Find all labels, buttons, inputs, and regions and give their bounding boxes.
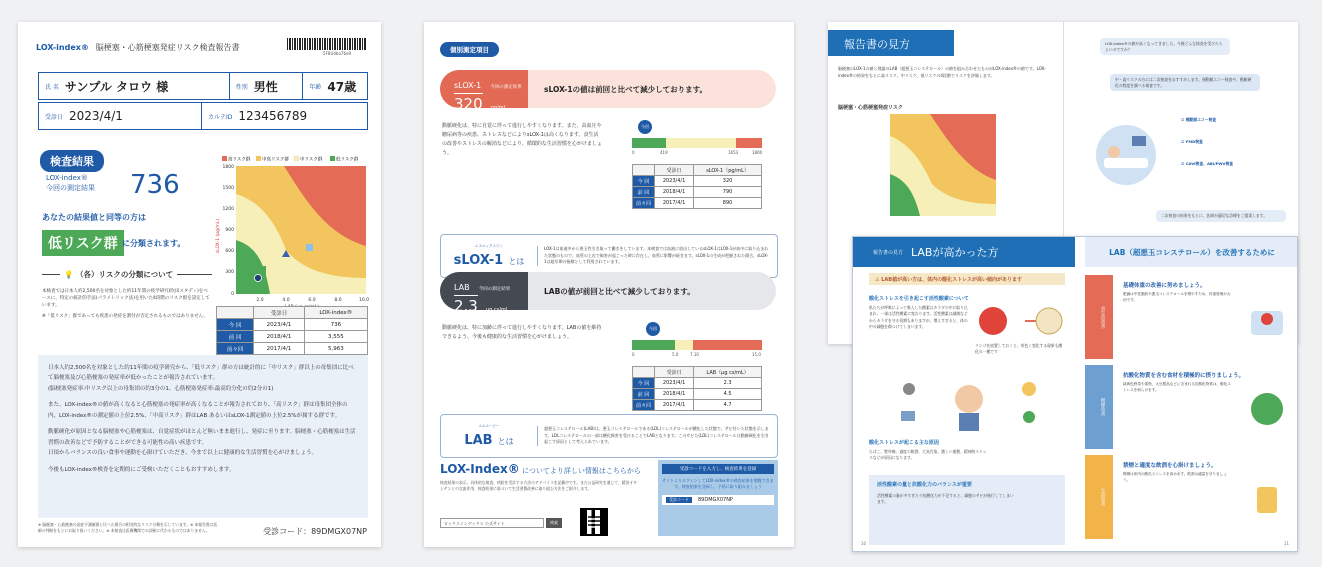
lab-definition-box: [440, 414, 778, 458]
x-tick-6: 6.0: [308, 298, 316, 303]
lab-value: 2.3: [454, 297, 478, 315]
cigarette-icon: [903, 383, 915, 395]
code-value: 89DMGX07NP: [698, 496, 733, 503]
index-label-brand: LOX-index®: [46, 174, 88, 182]
explanation-para-2: また、LOX-index®の値が高くなると心筋梗塞の発症率が高くなることが報告されており、「高リスク」群は母集団全体の内、LOX-index®の測定値の上位2.5%、「中高リスク」群はLAB あるいはsLOX-1測定値の上位2.5%が属する群です。: [48, 402, 348, 419]
x-tick-10: 10.0: [358, 298, 370, 303]
side-label-3: 生活改善: [1085, 455, 1113, 539]
y-axis-label: sLOX-1 (pg/mL): [216, 218, 221, 254]
slox-unit: pg/mL: [490, 105, 507, 111]
gauge-tick: 0: [632, 352, 635, 357]
exam-bed: [1104, 158, 1148, 168]
gauge-tick: 1800: [752, 150, 763, 155]
y-tick-900: 900: [225, 228, 234, 233]
illustration-bg: [1096, 125, 1156, 185]
gender-cell: [230, 73, 304, 99]
row-date: 2018/4/1: [254, 331, 304, 343]
brand-logo: LOX-index®: [36, 43, 89, 52]
para1b-text: (脳梗塞発症率:中リスク以上の母集団の約3分の1、心筋梗塞発症率:最高約分化の約2分の1): [48, 385, 274, 392]
gauge-tick: 15.0: [752, 352, 761, 357]
table-row: [633, 400, 762, 411]
cause-title: 酸化ストレスが起こる主な原因: [869, 440, 939, 446]
explanation-para-5: 今後もLOX-index®検査を定期的にご受検いただくこともおすすめします。: [48, 466, 235, 473]
row-label: 前 回: [633, 389, 655, 400]
code-box-title: 受診コードを入力し、検査結果を登録: [662, 464, 774, 474]
risk-badge: 低リスク群: [42, 230, 124, 256]
check-item-2: [1176, 136, 1286, 148]
exam-code-box: [658, 460, 778, 536]
bottom-bubble: 二次検査の結果をもとに、医師が適切な診療をご提案します。: [1156, 210, 1286, 222]
row-label: 今 回: [217, 319, 254, 331]
lab-def-ruby: エルエービー: [478, 424, 500, 428]
barcode: [287, 38, 367, 50]
row-value: 5,963: [304, 343, 367, 355]
question-bubble: LOX-index®の値が高くなってきました。今後どんな検査を受けたらよいのですか？: [1100, 38, 1230, 55]
age-cell: [303, 73, 367, 99]
lab-unit: μg cs/mL: [485, 307, 509, 313]
patient-head: [1108, 146, 1120, 158]
gauge-high: [693, 340, 762, 350]
date-label: 受診日: [45, 113, 64, 121]
lab-title: LAB: [454, 283, 470, 292]
person-head: [955, 385, 983, 413]
lab-pin: 今回: [646, 322, 660, 336]
lox-info-text: についてより詳しい情報はこちらから: [521, 467, 641, 475]
gauge-high: [736, 138, 762, 148]
slox-body: 動脈硬化は、特に自覚に伴って進行しやすくなります。また、高血圧や糖尿病等の疾患、ストレスなどによりsLOX-1は高くなります。食生活の改善やストレスの解消などにより、循環的な生活習慣を心がけましょう。: [442, 123, 602, 156]
x-tick-8: 8.0: [334, 298, 342, 303]
slox-value: 320: [454, 95, 483, 113]
slox-header: [440, 70, 776, 113]
marker-prev-prev: [306, 244, 313, 251]
gender-value: 男性: [253, 79, 278, 94]
y-tick-300: 300: [225, 270, 234, 275]
report-page-2: [424, 22, 794, 547]
x-tick-4: 4.0: [282, 298, 290, 303]
apple-illustration: [975, 301, 1065, 341]
scale-icon: [1245, 297, 1289, 341]
row-value: 2.3: [694, 378, 762, 389]
lox-info-heading: [440, 462, 641, 476]
report-title: 脳梗塞・心筋梗塞発症リスク検査報告書: [95, 43, 240, 52]
table-header: [217, 307, 368, 319]
sun-icon: [1022, 382, 1036, 396]
guide-title: 報告書の見方: [828, 30, 954, 56]
patient-info-row-1: [38, 72, 368, 100]
slox-history-table: [632, 164, 762, 209]
slox-title: sLOX-1: [454, 81, 482, 90]
report-header: [36, 42, 240, 53]
slox-def-desc: LOX-1は血液中から悪玉性引き取って働きをしています。本検査では血液に放出しているsLOX-1はLOX-1が血中に取り込まれた状態のもので、血管の上皮で障害が起こった時に存在し、血管に影響が続きます。sLOX-1の生成が把握された場合、sLOX-1は超早期の指標として利用されています。: [537, 246, 769, 266]
row-date: 2018/4/1: [655, 187, 694, 198]
doctor-bubble: 中・高リスクの方には二次検査をおすすめします。頸動脈エコー検査や、動脈硬化の程度を調べる検査です。: [1110, 74, 1260, 91]
row-date: 2017/4/1: [655, 400, 694, 411]
lox-history-table: [216, 306, 368, 355]
table-header-value: LAB（μg cs/mL）: [694, 367, 762, 378]
table-corner: [217, 307, 254, 319]
exam-code: 受診コード：89DMGX07NP: [263, 527, 367, 536]
legend-high: 高リスク群: [228, 157, 251, 163]
table-corner: [633, 367, 655, 378]
drink-glass: [1257, 487, 1277, 513]
row-value: 890: [694, 198, 762, 209]
date-value: 2023/4/1: [69, 109, 123, 123]
row-date: 2018/4/1: [655, 389, 694, 400]
row-label: 前々回: [217, 343, 254, 355]
risk-class-title: [60, 269, 177, 280]
row-value: 736: [304, 319, 367, 331]
lab-def-desc: 超悪玉コレステロール(LAB)は、悪玉コレステロールである(LDL)コレステロールが酸化した状態で、サビ付いた状態を示します。LDLコレステロールの一部は酸化障害を受けることでLABとなります。このサビた(LDL)コレステロールは動脈硬化を引き起こす原因として考えられています。: [537, 426, 769, 446]
monitor: [1132, 136, 1146, 146]
gender-label: 性別: [235, 83, 248, 91]
gauge-tick: 7.10: [690, 352, 699, 357]
slox-gauge: [632, 118, 762, 162]
bulb-icon: 💡: [64, 270, 74, 279]
karte-value: 123456789: [238, 109, 308, 123]
row-label: 前 回: [633, 187, 655, 198]
lab-def-title: LAB: [464, 433, 493, 448]
legend-swatch-high: [222, 156, 227, 161]
lab-small-label: 今回の測定結果: [478, 287, 511, 292]
slox-def-ruby: エスロックスワン: [475, 244, 503, 248]
tip-2-head: 抗酸化物質を含む食材を積極的に摂りましょう。: [1123, 373, 1245, 379]
para3-text: 動脈硬化が原因となる脳梗塞や心筋梗塞は、自覚症状がほとんど無いまま進行し、発症に至ります。脳梗塞・心筋梗塞は生活習慣の改善などで予防することができる可能性の高い疾患です。: [48, 429, 356, 446]
gauge-low: [632, 340, 675, 350]
check-icon: ☑: [1181, 139, 1185, 144]
row-label: 今 回: [633, 378, 655, 389]
cause-text: たばこ、紫外線、過度の飲酒、大気汚染、激しい運動、精神的ストレスなどが原因になります。: [869, 449, 987, 461]
qr-code: [580, 508, 608, 536]
check-item-1: [1176, 114, 1286, 126]
stress-illustration: [879, 369, 1059, 433]
side-label-2: 喫煙改善: [1085, 365, 1113, 449]
row-label: 前々回: [633, 198, 655, 209]
gauge-tick: 1653: [728, 150, 739, 155]
y-tick-0: 0: [231, 292, 234, 297]
explanation-para-3: [48, 427, 358, 458]
row-label: 前 回: [217, 331, 254, 343]
para1-text: 日本人約2,500名を対象とした約11年間の疫学研究から、「低リスク」群の方は統計的に「中リスク」群以上の母集団に比べて脳梗塞及び心筋梗塞の発症率が低かったことが報告されています。: [48, 365, 354, 382]
slox-def-name: [441, 244, 537, 268]
scale-dial: [1261, 313, 1273, 325]
lab-history-table: [632, 366, 762, 411]
exercise-icon: [1023, 411, 1035, 423]
name-label: 氏 名: [45, 83, 59, 91]
tip-3-text: 喫煙は体内の酸化ストレスを高めます。飲酒は適量を守りましょう。: [1123, 472, 1227, 482]
vegetable-icon: [1245, 387, 1289, 431]
legend-swatch-midhigh: [256, 156, 261, 161]
check-item-3: [1176, 158, 1286, 170]
gauge-mid: [666, 138, 736, 148]
legend-swatch-mid: [294, 156, 299, 161]
slox-gauge-bar: [632, 138, 762, 148]
row-date: 2023/4/1: [655, 176, 694, 187]
para4-text: 日頃からバランスの良い食事や運動を心掛けていただき、今まで以上に健康的な生活習慣を心がけましょう。: [48, 450, 318, 457]
gauge-tick: 5.0: [672, 352, 679, 357]
table-header: [633, 367, 762, 378]
row-date: 2023/4/1: [254, 319, 304, 331]
lab-improve-header: LAB（超悪玉コレステロール）を改善するために: [1085, 237, 1298, 267]
balance-title: 活性酸素の量と抗酸化力のバランスが重要: [877, 482, 972, 488]
row-label: 前々回: [633, 400, 655, 411]
lab-alert: [869, 273, 1065, 285]
gauge-tick: 0: [632, 150, 635, 155]
zone-low-base: [236, 266, 266, 294]
oxidation-title: 酸化ストレスを引き起こす活性酸素について: [869, 296, 969, 302]
index-label-sub: 今回の測定結果: [46, 183, 95, 192]
table-row: [217, 331, 368, 343]
barcode-text: 5F8U4bo76e9: [323, 51, 351, 56]
slox-def-title: sLOX-1: [453, 253, 504, 268]
index-label: [46, 174, 95, 194]
row-date: 2017/4/1: [655, 198, 694, 209]
table-header: [633, 165, 762, 176]
balance-box: [869, 475, 1065, 545]
lab-high-header: [853, 237, 1075, 267]
karte-cell: [202, 103, 367, 129]
table-header-value: LOX-index®: [304, 307, 367, 319]
lab-header: [440, 272, 776, 315]
check-icon: ☑: [1181, 117, 1185, 122]
lab-alert-text: LAB値が高い方は、体内の酸化ストレスが高い傾向があります: [881, 277, 1022, 283]
footnote: ※ 脳梗塞・心筋梗塞の発症予測値群と比べた場合の相対的なリスク分類を示しています。※ 本報告書は医師の判断をもとにお取り扱いください。※ 本検査は医療機関での診断に代わるものではありません。: [38, 522, 218, 533]
legend-midhigh: 中高リスク群: [262, 157, 289, 163]
exam-illustration: [1086, 120, 1166, 190]
y-tick-1200: 1200: [222, 207, 234, 212]
explanation-box: [38, 355, 368, 518]
table-row: [633, 176, 762, 187]
guide-mini-chart: [890, 114, 996, 216]
code-box-desc: サイトよりログインしてLOX-index®の検査結果を閲覧できます。検査結果を登録し、予防に取り組みましょう: [662, 478, 774, 490]
row-label: 今 回: [633, 176, 655, 187]
search-box: ロックスインデックス 公式サイト: [440, 518, 544, 528]
legend-low: 低リスク群: [336, 157, 359, 163]
check1-text: 頸動脈エコー検査: [1185, 117, 1217, 122]
apple-caption: リンゴを放置しておくと、茶色く変化する現象も酸化の一種です: [975, 343, 1063, 355]
lab-message: LABの値が前回と比べて減少しております。: [544, 286, 695, 296]
tip-1-text: 肥満は中性脂肪や悪玉コレステロールを増やすため、体重管理が大切です。: [1123, 292, 1231, 302]
lab-def-wa: とは: [497, 437, 514, 446]
beer-icon: [901, 411, 915, 421]
risk-class-title-text: （各）リスクの分類について: [75, 270, 174, 279]
lab-result-block: [440, 272, 528, 315]
code-key: 受診コード: [666, 497, 692, 503]
table-header-date: 受診日: [655, 367, 694, 378]
search-button: 検索: [546, 518, 562, 528]
risk-class-text: 本検査では日本人約2,500名を対象とした約11年間の疫学研究(吹田スタディ)をベースに、特定の統計的手法(パラメトリック法)を用いた4段階のリスク群を設定しています。: [42, 289, 210, 308]
patient-info-row-2: [38, 102, 368, 130]
lox-info-brand: LOX-Index®: [440, 462, 520, 476]
y-tick-1500: 1500: [222, 186, 234, 191]
row-value: 790: [694, 187, 762, 198]
guide-lead: 脳梗塞のLOX-1の値と理論のLAB（超悪玉コレステロール）の値を組み合わせたものがLOX-index®の値です。LOX-index®の結果をもとに高リスク、中リスク、低リスクの4段階でリスクを評価します。: [838, 66, 1046, 78]
table-row: [217, 319, 368, 331]
result-pill: 検査結果: [40, 150, 104, 172]
risk-after-text: に分類されます。: [122, 239, 186, 248]
table-header-date: 受診日: [254, 307, 304, 319]
balance-text: 活性酸素の量が多すぎたり抗酸化力が不足すると、細胞のサビが進行してしまいます。: [877, 493, 1014, 505]
table-row: [633, 198, 762, 209]
row-date: 2017/4/1: [254, 343, 304, 355]
row-date: 2023/4/1: [655, 378, 694, 389]
gauge-mid: [675, 340, 693, 350]
code-box-field: [662, 495, 774, 505]
page-number-left: 10: [861, 541, 867, 546]
lab-body: 動脈硬化は、特に加齢に伴って進行しやすくなります。LABの値を維持できるよう、今後も健康的な生活習慣を心がけましょう。: [442, 325, 602, 340]
slox-result-block: [440, 70, 528, 113]
name-value: サンプル タロウ 様: [64, 79, 169, 94]
warning-icon: ⚠: [875, 277, 880, 283]
y-tick-1800: 1800: [222, 165, 234, 170]
gauge-low: [632, 138, 666, 148]
row-value: 3,555: [304, 331, 367, 343]
fresh-apple: [979, 307, 1007, 335]
risk-class-note: ※「低リスク」群であっても疾患の発症を割付が否定されるものではありません。: [42, 314, 208, 320]
page-number-right: 11: [1283, 541, 1289, 546]
row-value: 320: [694, 176, 762, 187]
guide-chart-title: 脳梗塞・心筋梗塞発症リスク: [838, 105, 903, 111]
lab-high-small: 報告書の見方: [873, 249, 904, 256]
tip-2-text: 緑黄色野菜や果物、大豆製品などに含まれる抗酸化物質は、酸化ストレスを和らげます。: [1123, 382, 1231, 392]
oxidized-apple: [1036, 308, 1062, 334]
legend-swatch-low: [330, 156, 335, 161]
same-group-text: あなたの結果値と同等の方は: [42, 213, 146, 222]
slox-pin: 今回: [638, 120, 652, 134]
name-cell: [39, 73, 230, 99]
gauge-tick: 419: [660, 150, 668, 155]
tip-1-head: 基礎体重の改善に努めましょう。: [1123, 283, 1206, 289]
lab-high-title: LABが高かった方: [911, 246, 999, 259]
person-body: [959, 413, 979, 431]
marker-current: [255, 275, 262, 282]
oxidation-text: 私たちが呼吸によって吸入した酸素はカラダの中に取り込まれ、一部は活性酸素に変わります。活性酸素は細菌などからカラダを守る役割もありますが、増えすぎると、体の中の細胞を傷つけてしまいます。: [869, 305, 968, 330]
row-value: 4.5: [694, 389, 762, 400]
lab-gauge-bar: [632, 340, 762, 350]
lab-gauge: [632, 320, 762, 364]
vegetable-shape: [1251, 393, 1283, 425]
check-icon: ☑: [1181, 161, 1185, 166]
y-tick-600: 600: [225, 249, 234, 254]
lab-def-name: [441, 424, 537, 448]
risk-class-box: [42, 274, 212, 350]
index-value: 736: [130, 170, 180, 200]
age-value: 47歳: [327, 79, 357, 94]
side-label-1: 食生活改善: [1085, 275, 1113, 359]
check2-text: FMD検査: [1185, 139, 1203, 144]
drink-icon: [1245, 477, 1289, 521]
explanation-para-1: [48, 363, 358, 394]
row-value: 4.7: [694, 400, 762, 411]
guide-spread-front: [852, 236, 1298, 552]
check3-text: CAVI検査、ABI/PWV検査: [1185, 161, 1234, 166]
slox-def-wa: とは: [508, 257, 525, 266]
table-row: [217, 343, 368, 355]
x-tick-2: 2.0: [256, 298, 264, 303]
table-header-value: sLOX-1（pg/mL）: [694, 165, 762, 176]
lox-info-sub: 検査結果の表示、具体的な検査、病院を受診する方法のアドバイスを記載中です。また公益研究を通じて、精田オキシゲンとの交流作用、検査結果に基づいて生活習慣改善に取り組む方法をご紹介します。: [440, 480, 637, 492]
table-row: [633, 187, 762, 198]
report-page-1: [18, 22, 381, 547]
legend-mid: 中リスク群: [300, 157, 323, 163]
table-header-date: 受診日: [655, 165, 694, 176]
age-label: 年齢: [309, 83, 322, 91]
date-cell: [39, 103, 202, 129]
section-tag: 個別測定項目: [440, 42, 499, 57]
karte-label: カルテID: [208, 113, 233, 121]
table-corner: [633, 165, 655, 176]
table-row: [633, 389, 762, 400]
slox-message: sLOX-1の値は前回と比べて減少しております。: [544, 84, 707, 94]
table-row: [633, 378, 762, 389]
tip-3-head: 禁煙と適度な飲酒を心掛けましょう。: [1123, 463, 1217, 469]
slox-small-label: 今回の測定結果: [490, 85, 522, 90]
